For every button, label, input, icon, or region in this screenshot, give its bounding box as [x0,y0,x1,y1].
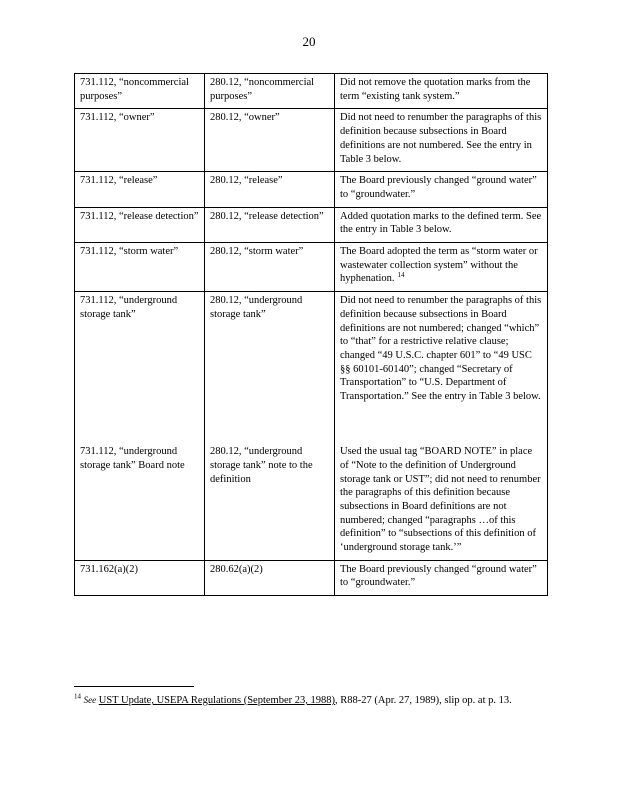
federal-section-cell: 280.12, “storm water” [205,243,335,292]
table-row [75,560,548,595]
comparison-table [74,73,548,596]
change-description-text: The Board adopted the term as “storm water or wastewater collection system” without the hyphenation. [340,246,538,285]
illinois-section-cell: 731.112, “release detection” [75,207,205,242]
illinois-section-cell: 731.112, “owner” [75,109,205,172]
footnote-see: See [83,695,97,705]
footnote-reference[interactable]: 14 [397,270,405,279]
illinois-section-cell: 731.112, “release” [75,172,205,207]
table-row [75,109,548,172]
federal-section-cell: 280.12, “release” [205,172,335,207]
illinois-section-cell: 731.112, “noncommercial purposes” [75,74,205,109]
table-row [75,243,548,292]
illinois-section-cell: 731.162(a)(2) [75,560,205,595]
illinois-section-cell [75,292,205,561]
federal-section-extra-text: 280.12, “underground storage tank” note to the definition [210,446,313,485]
change-description-cell: The Board previously changed “ground water” to “groundwater.” [335,560,548,595]
federal-section-cell: 280.62(a)(2) [205,560,335,595]
change-description-cell [335,292,548,561]
footnote-marker: 14 [74,692,81,701]
table-row [75,207,548,242]
change-description-text: Did not need to renumber the paragraphs of this definition because subsections in Board definitions are not numbered; changed “which” to “that” for a restrictive relative clause; changed “49 U.S.C. chapter 601” to “49 USC §§ 60101-60140”; changed “Secretary of Transportation” to “U.S. Department of Transportation.” See the entry in Table 3 below. [340,295,542,403]
table-row [75,74,548,109]
change-description-cell: Did not remove the quotation marks from the term “existing tank system.” [335,74,548,109]
change-description-cell: The Board previously changed “ground water” to “groundwater.” [335,172,548,207]
page-number: 20 [302,34,316,49]
table-row [75,172,548,207]
footnote-citation: UST Update, USEPA Regulations (September 23, 1988) [98,695,335,706]
footnote-separator [74,686,194,687]
federal-section-cell: 280.12, “noncommercial purposes” [205,74,335,109]
change-description-cell: Added quotation marks to the defined term. See the entry in Table 3 below. [335,207,548,242]
federal-section-cell: 280.12, “release detection” [205,207,335,242]
illinois-section-extra-text: 731.112, “underground storage tank” Board note [80,446,185,471]
change-description-extra-text: Used the usual tag “BOARD NOTE” in place of “Note to the definition of Underground storage tank or UST”; did not need to renumber the paragraphs of this definition because subsections in Board definitions are not numbered; changed “paragraphs …of this definition” to “subsections of this definition of ‘underground storage tank.’” [340,446,541,554]
federal-section-text: 280.12, “underground storage tank” [210,295,303,320]
federal-section-cell [205,292,335,561]
illinois-section-text: 731.112, “underground storage tank” [80,295,178,320]
footnote-rest: , R88-27 (Apr. 27, 1989), slip op. at p. 13. [335,695,512,706]
federal-section-cell: 280.12, “owner” [205,109,335,172]
footnote [74,694,537,708]
change-description-cell [335,243,548,292]
change-description-cell: Did not need to renumber the paragraphs of this definition because subsections in Board definitions are not numbered. See the entry in Table 3 below. [335,109,548,172]
illinois-section-cell: 731.112, “storm water” [75,243,205,292]
table-row [75,292,548,561]
